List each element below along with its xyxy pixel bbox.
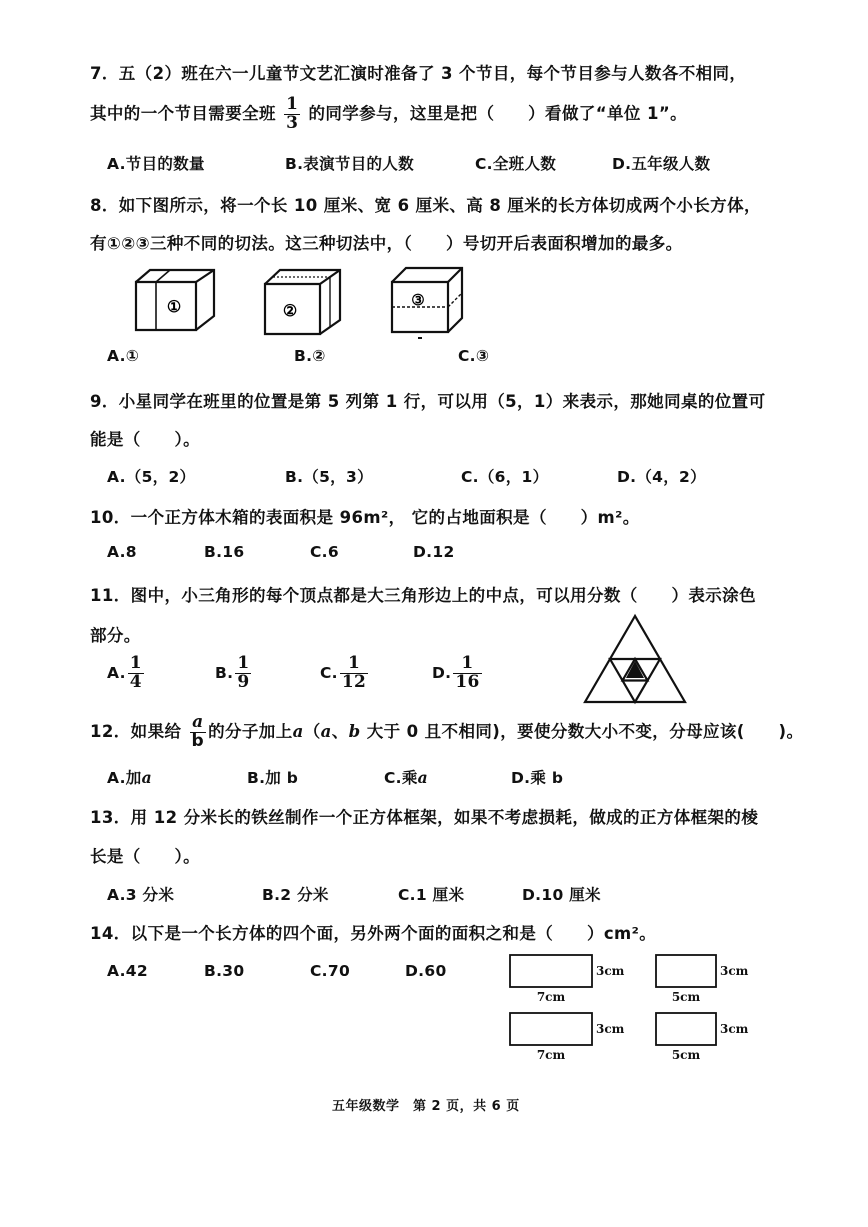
- cuboid-cut-2: [265, 270, 340, 334]
- face-3-width-label: 7cm: [536, 1048, 566, 1062]
- question-12-option-b[interactable]: [247, 766, 298, 788]
- cuboid-cut-1-label: ①: [166, 297, 182, 316]
- question-7-text-2-pre: 其中的一个节目需要全班: [90, 103, 276, 123]
- option-fraction: [453, 655, 481, 692]
- question-8-number: 8．: [90, 196, 119, 215]
- question-10-number: 10．: [90, 508, 131, 527]
- fraction-denominator: 12: [341, 671, 367, 692]
- question-12-text-mid2: （: [303, 721, 321, 741]
- question-10-option-b[interactable]: B.16: [204, 543, 245, 561]
- question-9-line-2: 能是（ ）。: [90, 430, 201, 449]
- question-13-option-b[interactable]: B.2 分米: [262, 886, 329, 904]
- option-text: B.加 b: [247, 769, 299, 787]
- question-8-line-1: [90, 192, 761, 216]
- question-7-option-a[interactable]: A.节目的数量: [107, 155, 205, 173]
- question-11-line-2: 部分。: [90, 626, 141, 645]
- question-13-line-1: [90, 804, 758, 828]
- question-14-text-1: 以下是一个长方体的四个面，另外两个面的面积之和是（ ）cm²。: [130, 924, 657, 943]
- fraction-denominator: 9: [237, 671, 250, 692]
- question-7-option-c[interactable]: C.全班人数: [475, 155, 557, 173]
- face-4-height-label: 3cm: [720, 1022, 749, 1036]
- option-text: C.乘: [384, 769, 418, 787]
- fraction-numerator: a: [190, 714, 207, 733]
- question-11-option-b[interactable]: [215, 655, 253, 692]
- question-7-line-2: [90, 96, 687, 133]
- question-9-option-b[interactable]: B.（5，3）: [285, 468, 373, 486]
- question-9-number: 9．: [90, 392, 119, 411]
- page-footer: 五年级数学 第 2 页，共 6 页: [332, 1099, 520, 1114]
- option-text: D.乘 b: [511, 769, 564, 787]
- question-13-option-c[interactable]: C.1 厘米: [398, 886, 465, 904]
- cuboid-faces-diagram: [508, 953, 758, 1065]
- question-7-line-1: [90, 60, 746, 84]
- cuboid-cut-diagrams: [130, 262, 490, 347]
- fraction-denominator: 4: [129, 671, 142, 692]
- variable-b: b: [348, 721, 361, 741]
- nested-triangles-diagram: [583, 612, 687, 706]
- question-14-line-1: [90, 920, 656, 944]
- question-13-line-2: 长是（ ）。: [90, 847, 201, 866]
- question-9-option-c[interactable]: C.（6，1）: [461, 468, 549, 486]
- question-8-line-2: 有①②③三种不同的切法。这三种切法中，（ ）号切开后表面积增加的最多。: [90, 234, 683, 253]
- question-12-option-a[interactable]: [107, 766, 152, 788]
- question-7-text-2-post: 的同学参与，这里是把（ ）看做了“单位 1”。: [308, 103, 687, 123]
- face-4-width-label: 5cm: [671, 1048, 701, 1062]
- question-12-option-d[interactable]: [511, 766, 563, 788]
- option-letter: D.: [432, 663, 452, 682]
- question-9-option-d[interactable]: D.（4，2）: [617, 468, 706, 486]
- fraction-numerator: 1: [237, 653, 250, 673]
- question-7-option-d[interactable]: D.五年级人数: [612, 155, 711, 173]
- question-12-text-pre: 如果给: [130, 721, 182, 741]
- fraction-denominator: b: [191, 730, 205, 751]
- option-letter: C.: [320, 663, 338, 682]
- question-10-line-1: [90, 504, 640, 528]
- variable-a: a: [292, 721, 304, 741]
- question-8-text-1: 如下图所示，将一个长 10 厘米、宽 6 厘米、高 8 厘米的长方体切成两个小长方体，: [118, 196, 761, 215]
- face-1-width-label: 7cm: [536, 990, 566, 1004]
- cuboid-cut-3-label: ③: [411, 291, 425, 309]
- question-10-option-d[interactable]: D.12: [413, 543, 455, 561]
- question-11-option-a[interactable]: [107, 655, 146, 692]
- fraction-numerator: 1: [286, 94, 299, 114]
- fraction-numerator: 1: [340, 655, 368, 674]
- cuboid-cut-2-label: ②: [282, 301, 298, 320]
- option-variable: a: [417, 768, 429, 787]
- question-8-option-c[interactable]: C.③: [458, 347, 490, 365]
- question-7-number: 7．: [90, 64, 119, 83]
- option-variable: a: [141, 768, 152, 787]
- question-12-text-mid1: 的分子加上: [208, 721, 293, 741]
- face-1-height-label: 3cm: [596, 964, 625, 978]
- face-2-height-label: 3cm: [720, 964, 749, 978]
- question-8-option-b[interactable]: B.②: [294, 347, 326, 365]
- question-10-text-1: 一个正方体木箱的表面积是 96m²， 它的占地面积是（ ）m²。: [130, 508, 640, 527]
- question-9-line-1: [90, 388, 765, 412]
- question-14-option-c[interactable]: C.70: [310, 962, 351, 980]
- question-7-text-1: 五（2）班在六一儿童节文艺汇演时准备了 3 个节目，每个节目参与人数各不相同，: [118, 64, 747, 83]
- fraction-numerator: 1: [453, 655, 481, 674]
- question-12-option-c[interactable]: [384, 766, 428, 788]
- question-13-text-1: 用 12 分米长的铁丝制作一个正方体框架，如果不考虑损耗，做成的正方体框架的棱: [130, 808, 759, 827]
- question-12-line-1: [90, 714, 803, 751]
- option-letter: B.: [215, 663, 234, 682]
- question-10-option-c[interactable]: C.6: [310, 543, 339, 561]
- question-9-option-a[interactable]: A.（5，2）: [107, 468, 196, 486]
- question-11-line-1: [90, 582, 756, 606]
- face-rect-1: [510, 955, 592, 987]
- question-14-option-b[interactable]: B.30: [204, 962, 245, 980]
- question-13-option-a[interactable]: A.3 分米: [107, 886, 175, 904]
- question-10-option-a[interactable]: A.8: [107, 543, 137, 561]
- question-12-number: 12．: [90, 721, 131, 741]
- option-fraction: [235, 655, 251, 692]
- question-14-number: 14．: [90, 924, 131, 943]
- face-rect-3: [510, 1013, 592, 1045]
- option-fraction: [340, 655, 368, 692]
- question-12-text-mid3: 、: [331, 721, 349, 741]
- question-9-text-1: 小星同学在班里的位置是第 5 列第 1 行，可以用（5，1）来表示，那她同桌的位置可: [118, 392, 766, 411]
- face-2-width-label: 5cm: [671, 990, 701, 1004]
- fraction-denominator: 16: [455, 671, 480, 692]
- question-8-option-a[interactable]: A.①: [107, 347, 140, 365]
- face-rect-2: [656, 955, 716, 987]
- question-11-number: 11．: [90, 586, 131, 605]
- question-14-option-d[interactable]: D.60: [405, 962, 447, 980]
- face-rect-4: [656, 1013, 716, 1045]
- question-11-text-1: 图中，小三角形的每个顶点都是大三角形边上的中点，可以用分数（ ）表示涂色: [130, 586, 756, 605]
- question-7-fraction: [284, 96, 300, 133]
- face-3-height-label: 3cm: [596, 1022, 625, 1036]
- question-13-option-d[interactable]: D.10 厘米: [522, 886, 601, 904]
- question-12-fraction: [190, 714, 207, 751]
- question-14-option-a[interactable]: A.42: [107, 962, 148, 980]
- question-7-option-b[interactable]: B.表演节目的人数: [285, 155, 414, 173]
- option-text: A.加: [107, 769, 142, 787]
- fraction-denominator: 3: [286, 112, 299, 133]
- option-letter: A.: [107, 663, 126, 682]
- variable-a: a: [320, 721, 332, 741]
- question-12-text-post: 大于 0 且不相同)，要使分数大小不变，分母应该( )。: [360, 721, 804, 741]
- question-11-option-c[interactable]: [320, 655, 370, 692]
- fraction-numerator: 1: [129, 653, 142, 673]
- question-11-option-d[interactable]: [432, 655, 484, 692]
- cuboid-cut-3: [392, 268, 462, 338]
- option-fraction: [128, 655, 144, 692]
- question-13-number: 13．: [90, 808, 131, 827]
